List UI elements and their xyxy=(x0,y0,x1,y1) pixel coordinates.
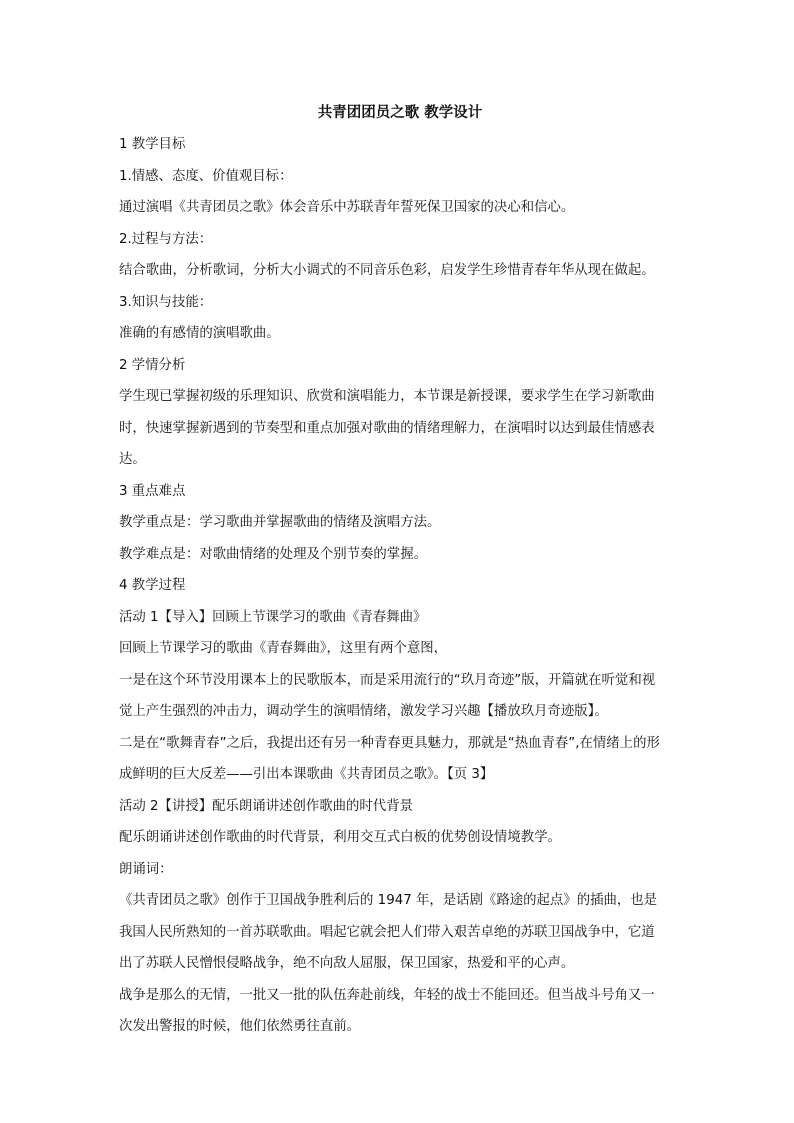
subheading-knowledge-skills: 3.知识与技能： xyxy=(119,294,213,310)
paragraph-line: 二是在“歌舞青春”之后，我提出还有另一种青春更具魅力，那就是“热血青春”,在情绪上的形 xyxy=(119,735,660,751)
paragraph-line: 觉上产生强烈的冲击力，调动学生的演唱情绪，激发学习兴趣【播放玖月奇迹版】。 xyxy=(119,704,608,719)
subheading-emotion-goal: 1.情感、态度、价值观目标： xyxy=(119,168,293,184)
document-title: 共青团团员之歌 教学设计 xyxy=(317,105,483,121)
paragraph-line: 《共青团员之歌》创作于卫国战争胜利后的 1947 年，是话剧《路途的起点》的插曲，也是 xyxy=(119,893,658,908)
paragraph: 回顾上节课学习的歌曲《青春舞曲》，这里有两个意图， xyxy=(119,641,448,656)
paragraph-line: 我国人民所熟知的一首苏联歌曲。唱起它就会把人们带入艰苦卓绝的苏联卫国战争中，它道 xyxy=(119,924,655,940)
paragraph-line: 次发出警报的时候，他们依然勇往直前。 xyxy=(119,1019,361,1034)
section-heading-student-analysis: 2 学情分析 xyxy=(119,357,186,373)
paragraph-line: 时，快速掌握新遇到的节奏型和重点加强对歌曲的情绪理解力，在演唱时以达到最佳情感表 xyxy=(119,420,655,436)
paragraph: 教学难点是：对歌曲情绪的处理及个别节奏的掌握。 xyxy=(119,546,427,562)
activity-heading-1: 活动 1【导入】回顾上节课学习的歌曲《青春舞曲》 xyxy=(119,609,427,625)
paragraph-line: 达。 xyxy=(119,452,146,467)
paragraph: 教学重点是：学习歌曲并掌握歌曲的情绪及演唱方法。 xyxy=(119,515,441,530)
activity-heading-2: 活动 2【讲授】配乐朗诵讲述创作歌曲的时代背景 xyxy=(119,798,413,814)
paragraph: 结合歌曲，分析歌词，分析大小调式的不同音乐色彩，启发学生珍惜青春年华从现在做起。 xyxy=(119,263,655,278)
paragraph-line: 学生现已掌握初级的乐理知识、欣赏和演唱能力，本节课是新授课，要求学生在学习新歌曲 xyxy=(119,389,655,404)
paragraph: 配乐朗诵讲述创作歌曲的时代背景，利用交互式白板的优势创设情境教学。 xyxy=(119,830,561,845)
subheading-process-method: 2.过程与方法： xyxy=(119,231,213,247)
section-heading-objectives: 1 教学目标 xyxy=(119,137,186,152)
recitation-label: 朗诵词： xyxy=(119,861,173,877)
section-heading-key-points: 3 重点难点 xyxy=(119,483,186,499)
paragraph-line: 战争是那么的无情，一批又一批的队伍奔赴前线，年轻的战士不能回还。但当战斗号角又一 xyxy=(119,987,655,1003)
paragraph: 准确的有感情的演唱歌曲。 xyxy=(119,326,280,341)
paragraph-line: 一是在这个环节没用课本上的民歌版本，而是采用流行的“玖月奇迹”版，开篇就在听觉和视 xyxy=(119,672,656,688)
paragraph-line: 成鲜明的巨大反差——引出本课歌曲《共青团员之歌》。【页 3】 xyxy=(119,767,494,782)
paragraph: 通过演唱《共青团员之歌》体会音乐中苏联青年誓死保卫国家的决心和信心。 xyxy=(119,200,575,215)
section-heading-process: 4 教学过程 xyxy=(119,578,186,593)
paragraph-line: 出了苏联人民憎恨侵略战争，绝不向敌人屈服，保卫国家，热爱和平的心声。 xyxy=(119,956,575,971)
document-body xyxy=(119,98,681,1043)
